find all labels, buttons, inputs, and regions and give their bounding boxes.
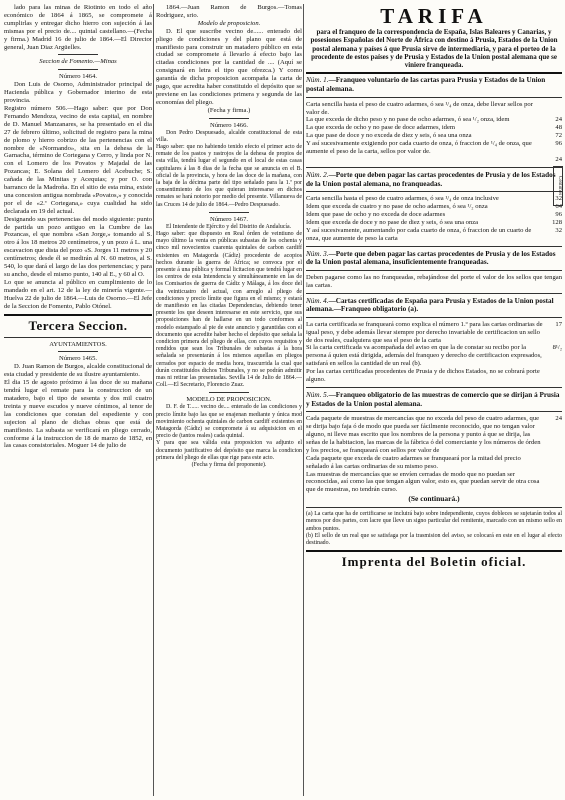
text-block: 1864.—Juan Ramon de Burgos.—Tomas Rodriguez, srio.: [156, 4, 302, 19]
tariff-section-heading: [306, 250, 562, 267]
divider: [306, 246, 562, 247]
tariff-row-amount: 128: [552, 218, 562, 226]
footnote-a: (a) La carta que ha de certificarse se incluirá bajo sobre independiente, cuyos dobleces se sujetarán todos al menos por dos partes, con lacre que lleve un signo particular del remitente, marcado con un mismo sello en ambos puntos.: [306, 511, 562, 532]
notice-number: Número 1464.: [58, 73, 98, 81]
tariff-row-amount: 24: [555, 415, 562, 423]
text-block: D. El que suscribe vecino de...... enterado del pliego de condiciones y del plano que está de manifiesto para construir un matadero público en esta ciudad se compromete á llevarlo á efecto bajo las citadas condiciones por la cantidad de .... (Aquí se consignará en letra el tipo que ofrezca.) Y como garantía de dicha proposicion acompaña la carta de pago, que acredita haber constituido el depósito que se previene en las condiciones primera y segunda de las economías del pliego.: [156, 27, 302, 106]
printer-imprint: Imprenta del Boletin oficial.: [341, 554, 527, 570]
section-number: Núm. 2.: [306, 170, 329, 179]
tariff-row-text: La carta certificada se franqueará como explica el número 1.º para las cartas ordinarias de igual peso, y debe además llevar siempre por derecho invariable de certificacion un sello de dos reales, cualquiera que sea el peso de la carta: [306, 320, 543, 344]
divider: [306, 97, 562, 98]
divider: [306, 507, 562, 508]
divider: [209, 212, 249, 213]
text-block: El Intendente de Ejército y del Distrito de Andalucía. Hago saber: que dispuesto en Real órden de veintiuno de mayo último la venta en públicas subastas de los ochenta y cinco mil novecientos cuarenta quintales de carbon cardiff existentes en Matagorda (Cádiz) procedente de acopios hechos durante la guerra de África; se convoca por el presente á una pública y formal licitacion que tendrá lugar en los centros de esta Intendencia y simultáneamente en las de los Comisarios de guerra de Cádiz y Málaga, á los doce del dia veinticuatro del actual, con arreglo al pliego de condiciones y precio límite que figura en el mismo; y estará de manifiesto en las citadas Dependencias, debiendo tener presente los que deseen interesarse en este servicio, que sus proposiciones han de hallarse en un todo conformes al modelo estampado al pie de este anuncio y garantidas con el documento que acredite haber hecho el depósito que señala la condicion primera del pliego de ellas, con cuyos requisitos y rendidos que sean los Tribunales de subastas á la hora señalada se presentarán á los mismos aquellas en pliegos cerrados por espacio de media hora, trascurrida la cual que durán constituidos dichos Tribunales, y no se podrán admitir mas ni retirar las presentadas. Sevilla 14 de Julio de 1864.—Coll.—El Secretario, Florencio Zuaz.: [156, 223, 302, 389]
tariff-row: [306, 132, 562, 140]
tariff-rows: [306, 195, 562, 242]
tariff-row-text: Por las cartas certificadas procedentes de Prusia y de dichos Estados, no se cobrará porte alguno.: [306, 368, 540, 384]
text-block: Don Luis de Osorno, Administrador principal de Hacienda pública y Gobernador interino de esta provincia. Registro número 506.—Hago saber: que por Don Fernando Mendoza, vecino de esta capital, en nombre de D. Manuel Manzanares, se ha presentado en el dia 27 de febrero último, solicitud de registro para la mina de plomo y hierro cobrizo de las pertenencias con el nombre de «Normando», sita en la dehesa de la Garnacha, término de Cortegana y Cerro, y linda por N. con el Lomero de los Povatos y Majadal de las Pozancas; E. Solana del Lomero del Acebuche; S. cañada de las Minitas y Acequias; y por O. con barranco de la Madroña. En el sitio de esta mina, existe una concesion antigua nombrada «Povatos,» y conocida por el de «2.ª Cortegana,» cuya cualidad ha sido declarada en 19 del actual. Designando sus pertenencias del modo siguiente: punto de partida un pozo antiguo en la Cumbre de las Pozancas, el que nombra «San Jorge,» tomando al S. otro á los 18 metros 20 centímetros, y un pozo á L. una escavacion que dista del pozo «S. Jorges 11 metros y 20 centímetros; desde él se medirán al N. 60 metros, al S. 540, lo que dará el largo de las dos pertenencias; y para su ancho, desde el mismo punto, 140 al E., y 60 al O. Lo que se anuncia al público en cumplimiento de lo mandado en el art. 12 de la ley de minería vigente.—Huelva 22 de julio de 1864.—Luis de Osorno.—El Jefe de la Seccion de Fomento, Pablo Otónel.: [4, 81, 152, 310]
section-number: Núm. 5.: [306, 390, 329, 399]
tariff-row-amount: 72: [555, 132, 562, 140]
tariff-row-text: Y así sucesivamente exigiendo por cada cuarto de onza, ó fraccion de ¹/₄ de onza, que aumente el peso de la carta, sellos por valor de.: [306, 140, 532, 156]
section-title-text: —Franqueo obligatorio de las muestras de comercio que se dirijan á Prusia y Estados de la Union postal alemana.: [306, 390, 560, 408]
footnote-b: (b) El sello de un real que se satisfaga por la trasmision del aviso, se colocará en este en el lugar al efecto destinado.: [306, 532, 562, 547]
tariff-row-amount: [544, 455, 562, 471]
tariff-row: [306, 219, 562, 227]
tariff-row: [306, 415, 562, 455]
tariff-row-text: Cada paquete que exceda de cuatro adarmes se franqueará por la mitad del precio señalado á las cartas ordinarias de su mismo peso.: [306, 454, 521, 470]
divider: [4, 337, 152, 338]
tariff-row: [306, 195, 562, 203]
divider: [4, 314, 152, 316]
tariff-row: [306, 211, 562, 219]
section-number: Núm. 3.: [306, 249, 329, 258]
text-block: D. F. de T...... vecino de.... enterado de las condiciones y precio límite bajo las que se enajenan mediante y única mod movimiento ochenta quintales de carbon cardiff existentes en Matagorda (Cádiz) se compromete á su adquisicion en el precio de (tantos reales) cada quintal. Y para que sea válida esta proposicion va adjunto el documento justificativo del depósito que marca la condicion primera del pliego de ellas que rige para este acto.: [156, 404, 302, 461]
tariff-row: [306, 471, 562, 495]
page-title: TARIFA: [380, 4, 488, 28]
column-rule: [303, 4, 304, 796]
section-heading: Seccion de Fomento.—Minas: [39, 58, 117, 66]
tariff-row-amount: 64: [555, 203, 562, 211]
tariff-row: [306, 124, 562, 132]
text-block: lado para las minas de Riotinto en todo el año económico de 1864 á 1865, se compromete á cumplirlas y entregar dicho hierro con sujeción á las mismas por el precio de.... quintal castellano.—(Fecha y firma.) Madrid 16 de julio de 1864.—El Director general, Juan Diaz Argüelles.: [4, 4, 152, 51]
section-title-text: —Franqueo voluntario de las cartas para Prusia y Estados de la Union postal alemana.: [306, 76, 546, 94]
tariff-row-amount: 32: [555, 226, 562, 234]
heading: MODELO DE PROPOSICION.: [186, 396, 272, 404]
tariff-row: [306, 321, 562, 345]
tariff-row-text: Y así sucesivamente, aumentando por cada cuarto de onza, ó fraccion de un cuarto de onza, que aumente de peso la carta: [306, 226, 532, 242]
column-left: [4, 4, 152, 798]
tariff-rows: [306, 321, 562, 384]
divider: [58, 351, 98, 352]
tariff-row-text: Si la carta certificada va acompañada del aviso en que la de constar su recibo por la persona á quien está dirigida, además del franqueo y derecho de certificacion expresados, satisfará en sellos la cantidad de un real (b).: [306, 344, 542, 368]
notice-number: Número 1467.: [209, 215, 249, 223]
tariff-row-amount: 8¹/₂: [552, 344, 562, 352]
tariff-row-amount: 17: [555, 320, 562, 328]
tariff-rows: [306, 415, 562, 494]
tariff-row-amount: [544, 471, 562, 495]
tariff-row: [306, 203, 562, 211]
tariff-row-amount: [544, 101, 562, 117]
tariff-row-text: Las muestras de mercancías que se envíen cerradas de modo que no puedan ser reconocidas, así como las que tengan algun valor, esto es, que puedan servir de otra cosa que de muestras, no tendrán curso.: [306, 470, 540, 494]
tariff-rows: [306, 101, 562, 164]
subsection-heading: AYUNTAMIENTOS.: [49, 340, 107, 348]
divider: [209, 118, 249, 119]
tariff-row-amount: 32: [555, 195, 562, 203]
tariff-row-text: La que exceda de dicho peso y no pase de ocho adarmes, ó sea ¹/₂ onza, idem: [306, 116, 510, 124]
continuation-note: (Se continuará.): [408, 494, 460, 504]
heading: Modelo de proposicion.: [197, 19, 261, 27]
tariff-section-heading: [306, 297, 562, 314]
signature-line: (Fecha y firma del proponente).: [191, 461, 267, 468]
divider: [58, 54, 98, 55]
centimos-label: Céntimos: [553, 166, 563, 206]
tariff-row-amount: 96: [555, 140, 562, 148]
notice-number: Número 1465.: [58, 355, 98, 363]
tariff-row-text: Idem que exceda de cuatro y no pase de ocho adarmes, ó sea ¹/₂ onza: [306, 203, 488, 211]
divider: [209, 392, 249, 393]
section-number: Núm. 4.: [306, 296, 329, 305]
section-title-text: —Porte que deben pagar las cartas procedentes de Prusia y de los Estados de la Union postal alemana, no franqueadas.: [306, 170, 556, 188]
section-number: Núm. 1.: [306, 76, 329, 85]
tariff-row-text: [306, 156, 544, 164]
tariff-section-heading: [306, 171, 562, 188]
section-title: Tercera Seccion.: [28, 317, 128, 333]
divider: [306, 167, 562, 168]
tariff-row-amount: 48: [555, 124, 562, 132]
tariff-row: [306, 455, 562, 471]
section-title-text: —Cartas certificadas de España para Prusia y Estados de la Union postal alemana.—Franqueo obligatorio (a).: [306, 296, 554, 314]
tariff-row-text: Carta sencilla hasta el peso de cuatro adarmes, ó sea ¹/₄ de onza, debe llevar sellos por valor de.: [306, 100, 533, 116]
tariff-row: [306, 116, 562, 124]
column-right: [306, 4, 562, 798]
signature-line: (Fecha y firma.): [207, 106, 251, 114]
divider: [306, 411, 562, 412]
tariff-row: [306, 227, 562, 243]
tariff-row: [306, 140, 562, 156]
divider: [306, 387, 562, 388]
tariff-row-text: Idem que exceda de doce y no pase de diez y seis, ó sea una onza: [306, 218, 479, 226]
tariff-row-text: Cada paquete de muestras de mercancías que no exceda del peso de cuatro adarmes, que se dirija bajo faja ó de modo que pueda ser fácilmente reconocido, que no tengan valor alguno, ni lleve mas escrito que los nombres de la persona y punto á que se dirija, las señas de la habitacion, las marcas de la fábrica ó del comerciante y los números de órden y los precios, se franqueará con sellos por valor de: [306, 415, 541, 454]
text-block: Deben pagarse como las no franqueadas, rebajándose del porte el valor de los sellos que tengan las cartas.: [306, 273, 562, 289]
divider: [306, 72, 562, 74]
column-middle: [156, 4, 302, 798]
column-rule: [153, 4, 154, 796]
tariff-row-text: Idem que pase de ocho y no exceda de doce adarmes: [306, 210, 446, 218]
section-title-text: —Porte que deben pagar las cartas procedentes de Prusia y de los Estados de la Union postal alemana, insuficientemente franqueadas.: [306, 249, 556, 267]
divider: [58, 69, 98, 70]
divider: [306, 270, 562, 271]
tariff-row: [306, 368, 562, 384]
text-block: Don Pedro Despuesado, alcalde constitucional de esta villa. Hago saber: que no habiendo tenido efecto el primer acto de remate de los pastos y rastrojos de la dehesa de propios de esta villa, tendrá lugar el segundo en el local de estas casas capitulares á las 8 dias de la fecha que se anuncia en el B. oficial de la provincia, y hora de las doce de la mañana, con la baja de la décima parte del tipo señalado para la 1.ª por consentimiento de los que quieran interesarse en dichos remates se hará notorio por medio del presente. Villanueva de las Cruces 14 de julio de 1864.—Pedro Despuesado.: [156, 129, 302, 208]
intro-text: para el franqueo de la correspondencia de España, Islas Baleares y Canarias, y posesiones Españolas del Norte de África con destino á Prusia, Estados de la Union postal alemana y países á que Prusia sirve de intermediaria, y para el porteo de la procedente de estos países y de Prusia y Estados de la Union postal alemana que se viniere franqueada.: [310, 28, 558, 70]
tariff-row: [306, 344, 562, 368]
divider: [306, 191, 562, 192]
tariff-row: [306, 156, 562, 164]
divider: [306, 293, 562, 294]
divider: [306, 317, 562, 318]
notice-number: Número 1466.: [209, 121, 249, 129]
tariff-row-amount: [544, 368, 562, 384]
text-block: D. Juan Ramon de Burgos, alcalde constitucional de esta ciudad y presidente de su ilustre ayuntamiento. El dia 15 de agosto próximo á las doce de su mañana tendrá lugar el remate para la construccion de un matadero, bajo el tipo de sesenta y dos mil cuatro treinta y nueve escudos y nueve céntimos, al tenor de las condiciones que constan del espediente y con sujecion al plano de dichas obras que está de manifiesto. La subasta se verificará en pliego cerrado, conforme á la instruccion de 18 de marzo de 1852, en las casas consistoriales. Moguer 14 de julio de: [4, 363, 152, 450]
divider: [306, 550, 562, 552]
tariff-row: [306, 101, 562, 117]
tariff-section-heading: [306, 391, 562, 408]
tariff-row-text: La que pase de doce y no exceda de diez y seis, ó sea una onza: [306, 132, 472, 140]
tariff-section-heading: [306, 76, 562, 93]
tariff-row-amount: 24: [555, 156, 562, 164]
tariff-row-amount: 96: [555, 210, 562, 218]
tariff-row-text: Carta sencilla hasta el peso de cuatro adarmes, ó sea ¹/₄ de onza inclusive: [306, 195, 499, 203]
tariff-row-amount: 24: [555, 116, 562, 124]
tariff-row-text: La que exceda de ocho y no pase de doce adarmes, idem: [306, 124, 456, 132]
